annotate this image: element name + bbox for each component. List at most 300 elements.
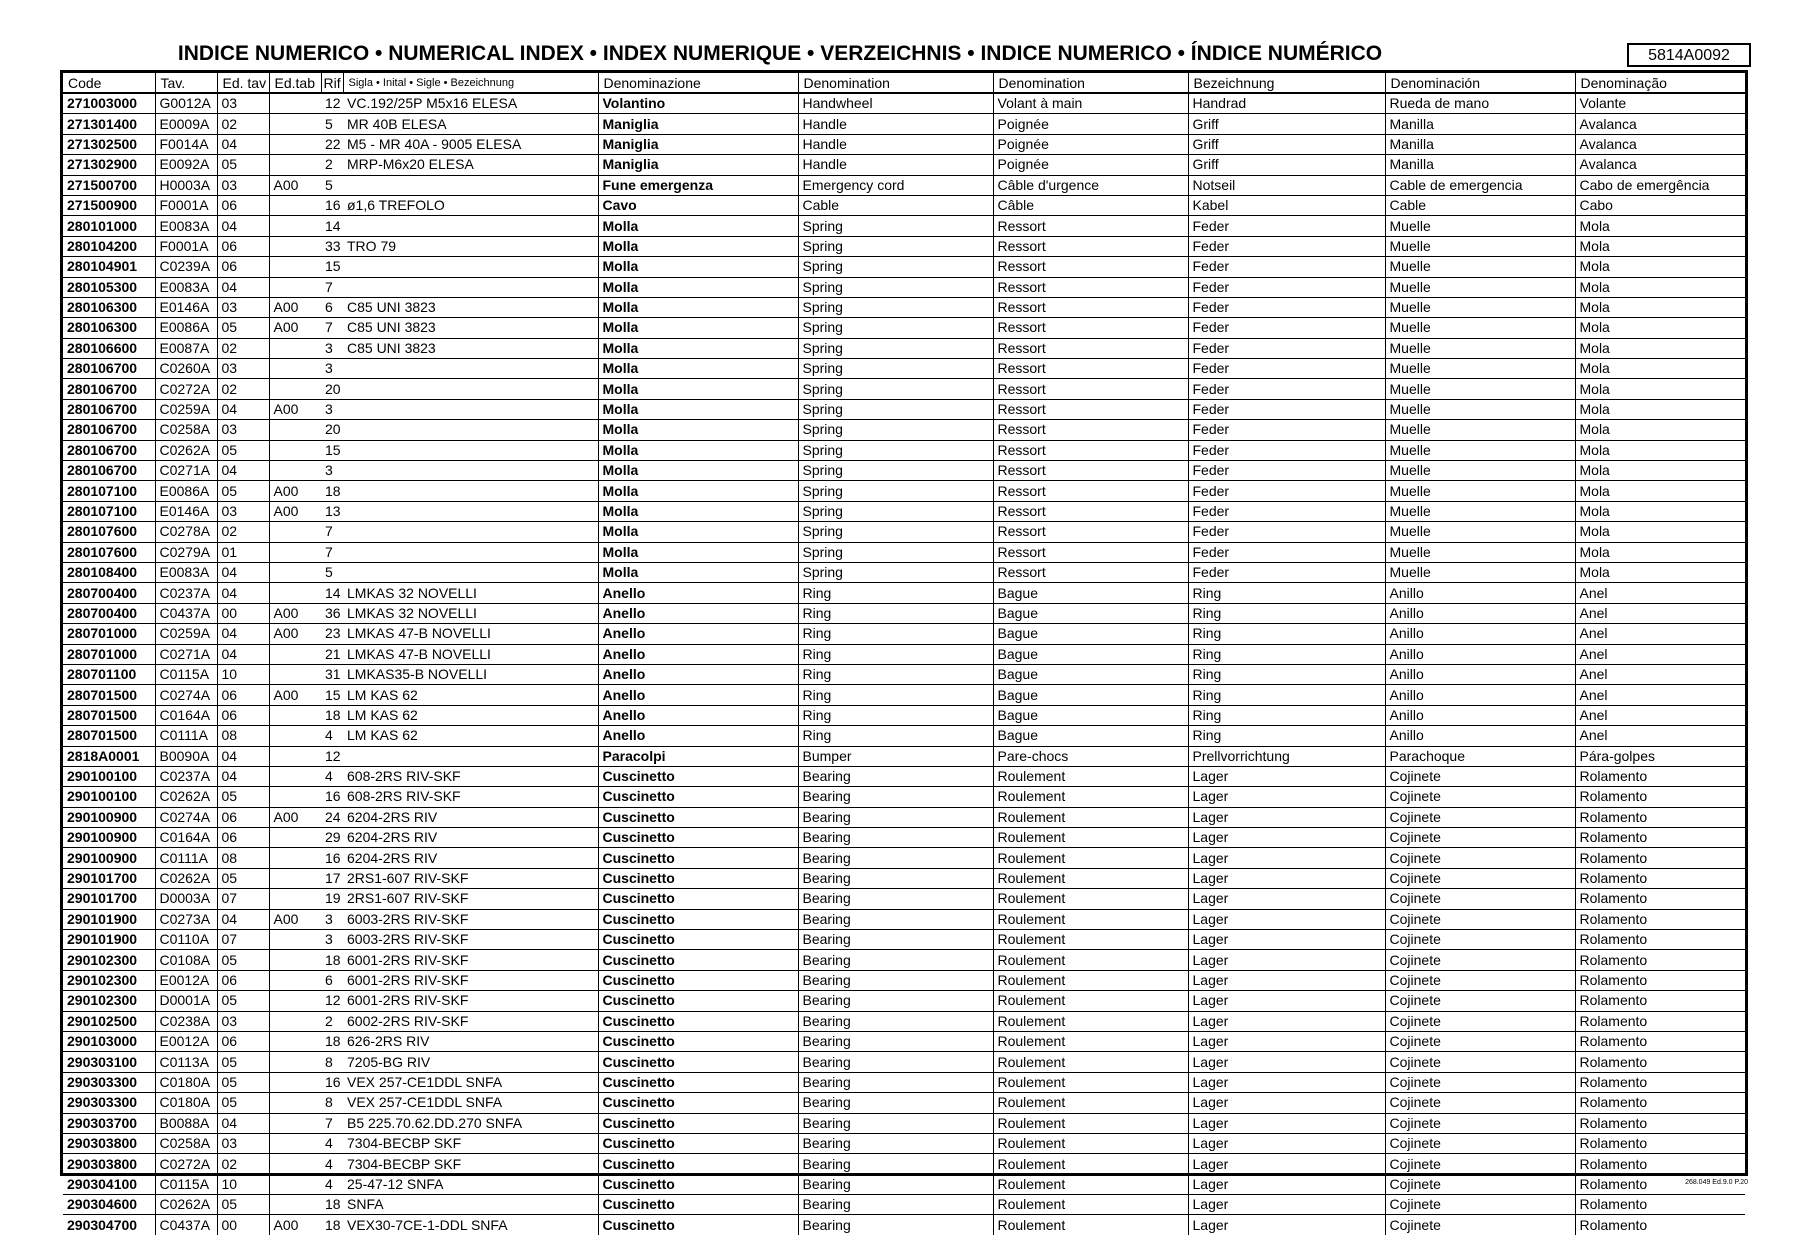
table-row [63,440,1745,460]
cell-denominacion: Cojinete [1385,807,1575,827]
cell-denomination-en: Emergency cord [798,175,993,195]
cell-denominacao: Rolamento [1575,1215,1745,1235]
cell-rif: 6 [321,297,343,317]
cell-denominacao: Rolamento [1575,930,1745,950]
cell-tav: B0090A [155,746,217,766]
cell-ed-tav: 05 [217,1072,269,1092]
cell-ed-tab [269,338,321,358]
cell-denominacion: Cojinete [1385,848,1575,868]
cell-denomination-fr: Roulement [993,1154,1188,1174]
cell-denominazione: Cuscinetto [598,1011,798,1031]
cell-sigla: 7304-BECBP SKF [343,1154,598,1174]
cell-ed-tav: 03 [217,420,269,440]
cell-sigla: 6003-2RS RIV-SKF [343,930,598,950]
cell-sigla: TRO 79 [343,236,598,256]
cell-ed-tav: 06 [217,970,269,990]
cell-ed-tab [269,440,321,460]
cell-ed-tav: 03 [217,1011,269,1031]
cell-denominacion: Muelle [1385,379,1575,399]
table-row [63,624,1745,644]
cell-denomination-fr: Ressort [993,440,1188,460]
cell-tav: C0238A [155,1011,217,1031]
cell-bezeichnung: Feder [1188,399,1385,419]
cell-sigla: SNFA [343,1195,598,1215]
cell-sigla [343,277,598,297]
cell-denominacao: Rolamento [1575,828,1745,848]
cell-denominacao: Mola [1575,461,1745,481]
cell-denomination-en: Spring [798,277,993,297]
table-row [63,175,1745,195]
cell-tav: E0012A [155,1031,217,1051]
cell-sigla: 6002-2RS RIV-SKF [343,1011,598,1031]
cell-denomination-fr: Ressort [993,501,1188,521]
cell-rif: 15 [321,685,343,705]
table-row [63,930,1745,950]
cell-denomination-fr: Roulement [993,1031,1188,1051]
cell-bezeichnung: Lager [1188,909,1385,929]
cell-code: 271500900 [63,195,155,215]
cell-sigla: VC.192/25P M5x16 ELESA [343,93,598,114]
cell-sigla [343,562,598,582]
cell-rif: 7 [321,277,343,297]
cell-sigla: LMKAS 47-B NOVELLI [343,644,598,664]
cell-denominacao: Anel [1575,705,1745,725]
cell-bezeichnung: Feder [1188,461,1385,481]
cell-bezeichnung: Feder [1188,216,1385,236]
cell-code: 2818A0001 [63,746,155,766]
cell-denominazione: Cuscinetto [598,1174,798,1194]
cell-denominazione: Molla [598,216,798,236]
cell-code: 280106300 [63,297,155,317]
table-row [63,726,1745,746]
cell-denominacao: Avalanca [1575,134,1745,154]
cell-tav: C0113A [155,1052,217,1072]
cell-denomination-en: Spring [798,216,993,236]
cell-rif: 29 [321,828,343,848]
cell-denomination-en: Spring [798,562,993,582]
cell-denomination-en: Spring [798,461,993,481]
cell-bezeichnung: Lager [1188,1031,1385,1051]
cell-denominacao: Anel [1575,583,1745,603]
cell-denominacao: Mola [1575,257,1745,277]
table-row [63,1072,1745,1092]
cell-ed-tav: 06 [217,828,269,848]
cell-tav: B0088A [155,1113,217,1133]
cell-ed-tav: 05 [217,868,269,888]
cell-ed-tav: 06 [217,807,269,827]
cell-denominacao: Cabo [1575,195,1745,215]
table-row [63,195,1745,215]
cell-rif: 7 [321,522,343,542]
cell-bezeichnung: Lager [1188,1113,1385,1133]
cell-ed-tab [269,1174,321,1194]
cell-rif: 2 [321,1011,343,1031]
cell-denomination-en: Handle [798,155,993,175]
cell-code: 280104200 [63,236,155,256]
cell-denomination-en: Ring [798,644,993,664]
cell-denominazione: Anello [598,685,798,705]
cell-ed-tab [269,766,321,786]
cell-denominacion: Anillo [1385,705,1575,725]
cell-denomination-en: Bearing [798,991,993,1011]
cell-ed-tab [269,705,321,725]
cell-ed-tab [269,1031,321,1051]
cell-denominazione: Cuscinetto [598,807,798,827]
cell-denominacion: Cojinete [1385,1154,1575,1174]
cell-ed-tav: 03 [217,93,269,114]
cell-denominacao: Anel [1575,644,1745,664]
cell-sigla: ø1,6 TREFOLO [343,195,598,215]
header-tav: Tav. [155,73,217,93]
cell-denominazione: Cuscinetto [598,909,798,929]
cell-rif: 12 [321,991,343,1011]
cell-bezeichnung: Lager [1188,930,1385,950]
cell-ed-tav: 05 [217,481,269,501]
page-title: INDICE NUMERICO • NUMERICAL INDEX • INDEX NUMERIQUE • VERZEICHNIS • INDICE NUMERICO • ÍNDICE NUMÉRICO [177,42,1383,65]
cell-denominazione: Molla [598,399,798,419]
cell-ed-tab: A00 [269,481,321,501]
cell-denominacao: Mola [1575,277,1745,297]
cell-rif: 19 [321,889,343,909]
header-code: Code [63,73,155,93]
cell-code: 280107100 [63,481,155,501]
cell-denomination-en: Bearing [798,1174,993,1194]
cell-denominacao: Rolamento [1575,1052,1745,1072]
cell-denominacao: Mola [1575,338,1745,358]
cell-denomination-en: Bearing [798,930,993,950]
cell-ed-tab [269,277,321,297]
cell-ed-tav: 04 [217,216,269,236]
cell-bezeichnung: Feder [1188,297,1385,317]
cell-sigla [343,501,598,521]
cell-denominacao: Mola [1575,379,1745,399]
cell-ed-tav: 10 [217,1174,269,1194]
cell-ed-tav: 06 [217,705,269,725]
cell-denomination-en: Spring [798,399,993,419]
cell-rif: 16 [321,787,343,807]
cell-denomination-en: Spring [798,359,993,379]
cell-sigla [343,216,598,236]
cell-denomination-en: Handle [798,114,993,134]
table-row [63,766,1745,786]
table-row [63,318,1745,338]
cell-tav: C0259A [155,399,217,419]
cell-rif: 12 [321,93,343,114]
table-row [63,950,1745,970]
cell-denominacao: Rolamento [1575,1093,1745,1113]
cell-bezeichnung: Ring [1188,624,1385,644]
cell-ed-tab [269,522,321,542]
cell-bezeichnung: Lager [1188,950,1385,970]
table-row [63,338,1745,358]
cell-denomination-fr: Ressort [993,420,1188,440]
cell-denomination-fr: Roulement [993,1113,1188,1133]
cell-ed-tav: 02 [217,338,269,358]
cell-rif: 3 [321,399,343,419]
cell-denomination-en: Bearing [798,807,993,827]
cell-denomination-en: Spring [798,257,993,277]
table-row [63,216,1745,236]
cell-denominacion: Anillo [1385,726,1575,746]
cell-denominacion: Rueda de mano [1385,93,1575,114]
cell-rif: 5 [321,175,343,195]
cell-bezeichnung: Lager [1188,868,1385,888]
cell-denominacion: Cojinete [1385,950,1575,970]
cell-ed-tav: 02 [217,522,269,542]
cell-tav: E0083A [155,562,217,582]
cell-denomination-fr: Roulement [993,807,1188,827]
cell-denominazione: Volantino [598,93,798,114]
cell-tav: E0146A [155,297,217,317]
cell-denominazione: Molla [598,481,798,501]
cell-tav: C0273A [155,909,217,929]
cell-ed-tav: 04 [217,909,269,929]
cell-bezeichnung: Lager [1188,828,1385,848]
cell-bezeichnung: Feder [1188,420,1385,440]
table-row [63,603,1745,623]
cell-rif: 16 [321,848,343,868]
cell-denominacion: Muelle [1385,461,1575,481]
document-code: 5814A0092 [1627,43,1751,67]
cell-code: 290100100 [63,787,155,807]
cell-ed-tav: 05 [217,1052,269,1072]
table-row [63,542,1745,562]
cell-sigla: LMKAS35-B NOVELLI [343,664,598,684]
cell-denominazione: Cavo [598,195,798,215]
cell-bezeichnung: Griff [1188,114,1385,134]
cell-denominazione: Cuscinetto [598,1072,798,1092]
cell-denominazione: Cuscinetto [598,766,798,786]
cell-sigla: VEX 257-CE1DDL SNFA [343,1072,598,1092]
cell-denomination-en: Ring [798,603,993,623]
cell-code: 280107600 [63,542,155,562]
cell-denomination-fr: Bague [993,644,1188,664]
cell-tav: F0014A [155,134,217,154]
cell-ed-tab [269,1195,321,1215]
cell-rif: 17 [321,868,343,888]
cell-rif: 24 [321,807,343,827]
cell-denominacion: Cojinete [1385,909,1575,929]
cell-ed-tab [269,991,321,1011]
cell-denomination-fr: Roulement [993,1215,1188,1235]
cell-denominazione: Cuscinetto [598,889,798,909]
cell-denominacion: Cojinete [1385,1215,1575,1235]
cell-bezeichnung: Handrad [1188,93,1385,114]
cell-ed-tab [269,583,321,603]
cell-bezeichnung: Ring [1188,583,1385,603]
cell-sigla: 2RS1-607 RIV-SKF [343,868,598,888]
table-header-row [63,73,1745,93]
cell-ed-tab [269,746,321,766]
cell-sigla: 6204-2RS RIV [343,828,598,848]
cell-ed-tab [269,359,321,379]
cell-denomination-en: Spring [798,379,993,399]
cell-denomination-en: Spring [798,338,993,358]
cell-sigla: 6204-2RS RIV [343,848,598,868]
cell-code: 280106700 [63,420,155,440]
cell-denomination-fr: Ressort [993,359,1188,379]
cell-ed-tab: A00 [269,1215,321,1235]
cell-denominacion: Muelle [1385,257,1575,277]
cell-rif: 18 [321,1031,343,1051]
cell-bezeichnung: Lager [1188,848,1385,868]
cell-ed-tab: A00 [269,501,321,521]
cell-tav: C0271A [155,461,217,481]
cell-denomination-fr: Roulement [993,991,1188,1011]
cell-tav: D0001A [155,991,217,1011]
cell-denominacion: Manilla [1385,155,1575,175]
cell-denominazione: Molla [598,542,798,562]
cell-denomination-fr: Roulement [993,1052,1188,1072]
cell-denominacao: Mola [1575,297,1745,317]
cell-denomination-en: Spring [798,522,993,542]
cell-bezeichnung: Lager [1188,991,1385,1011]
cell-code: 290304600 [63,1195,155,1215]
cell-sigla: VEX30-7CE-1-DDL SNFA [347,1216,508,1233]
cell-denominacion: Muelle [1385,542,1575,562]
cell-sigla [343,359,598,379]
cell-rif: 4 [321,1154,343,1174]
cell-ed-tab [269,726,321,746]
cell-denomination-fr: Ressort [993,379,1188,399]
cell-denomination-en: Bearing [798,1133,993,1153]
footer-reference: 268.049 Ed.9.0 P.20 [1685,1179,1748,1186]
cell-denominazione: Cuscinetto [598,1113,798,1133]
cell-code: 290100100 [63,766,155,786]
cell-sigla: 6003-2RS RIV-SKF [343,909,598,929]
cell-bezeichnung: Ring [1188,726,1385,746]
cell-denomination-fr: Câble d'urgence [993,175,1188,195]
cell-denominacao: Pára-golpes [1575,746,1745,766]
header-ed-tab: Ed.tab [269,73,321,93]
cell-denominacion: Manilla [1385,114,1575,134]
table-row [63,644,1745,664]
cell-code: 280106600 [63,338,155,358]
cell-rif: 3 [321,461,343,481]
cell-denomination-en: Cable [798,195,993,215]
cell-rif: 3 [321,930,343,950]
cell-code: 280701000 [63,624,155,644]
cell-denominacao: Rolamento [1575,970,1745,990]
table-row [63,277,1745,297]
cell-denominacao: Mola [1575,501,1745,521]
cell-tav: C0259A [155,624,217,644]
cell-code: 290102300 [63,991,155,1011]
cell-ed-tab [269,828,321,848]
table-row [63,664,1745,684]
table-row [63,1031,1745,1051]
cell-denominacion: Muelle [1385,501,1575,521]
cell-denomination-en: Handwheel [798,93,993,114]
cell-denomination-en: Bearing [798,909,993,929]
table-row [63,848,1745,868]
cell-denominacao: Mola [1575,542,1745,562]
cell-denominazione: Molla [598,257,798,277]
cell-denominazione: Molla [598,420,798,440]
cell-denominacao: Mola [1575,562,1745,582]
cell-tav: C0274A [155,807,217,827]
cell-denominacao: Cabo de emergência [1575,175,1745,195]
cell-denominacao: Anel [1575,664,1745,684]
cell-code: 290303700 [63,1113,155,1133]
cell-denominacao: Rolamento [1575,766,1745,786]
cell-sigla: MR 40B ELESA [343,114,598,134]
cell-tav: H0003A [155,175,217,195]
cell-denomination-fr: Ressort [993,481,1188,501]
cell-bezeichnung: Feder [1188,379,1385,399]
cell-denominacion: Anillo [1385,664,1575,684]
cell-denominacion: Cojinete [1385,1195,1575,1215]
cell-ed-tab [269,787,321,807]
cell-tav: E0087A [155,338,217,358]
cell-rif: 18 [321,705,343,725]
cell-denomination-fr: Ressort [993,461,1188,481]
cell-denominacao: Mola [1575,481,1745,501]
cell-denominazione: Anello [598,583,798,603]
cell-denominazione: Anello [598,664,798,684]
table-row [63,787,1745,807]
cell-denominacao: Rolamento [1575,848,1745,868]
cell-denominacao: Rolamento [1575,868,1745,888]
table-row [63,461,1745,481]
cell-denomination-fr: Roulement [993,1011,1188,1031]
cell-denomination-fr: Ressort [993,277,1188,297]
table-row [63,562,1745,582]
cell-bezeichnung: Feder [1188,257,1385,277]
cell-rif: 2 [321,155,343,175]
cell-ed-tav: 04 [217,766,269,786]
cell-denominacao: Mola [1575,420,1745,440]
cell-denomination-fr: Roulement [993,1072,1188,1092]
cell-denominacion: Cojinete [1385,970,1575,990]
table-row [63,399,1745,419]
table-row [63,1011,1745,1031]
cell-denomination-fr: Roulement [993,950,1188,970]
cell-denominazione: Maniglia [598,134,798,154]
cell-denomination-fr: Bague [993,705,1188,725]
cell-denominacao: Rolamento [1575,1133,1745,1153]
cell-denomination-en: Spring [798,440,993,460]
cell-denominacion: Cojinete [1385,1113,1575,1133]
cell-ed-tav: 04 [217,399,269,419]
cell-ed-tab: A00 [269,399,321,419]
cell-ed-tav: 05 [217,1195,269,1215]
cell-code: 290304700 [67,1216,138,1233]
cell-rif: 5 [321,114,343,134]
cell-bezeichnung: Lager [1188,1215,1385,1235]
cell-denominacao: Mola [1575,216,1745,236]
cell-bezeichnung: Ring [1188,664,1385,684]
cell-sigla: LM KAS 62 [343,705,598,725]
table-row [63,705,1745,725]
cell-tav: C0164A [155,705,217,725]
cell-denomination-en: Bearing [798,950,993,970]
cell-ed-tav: 05 [217,787,269,807]
cell-tav: C0237A [155,766,217,786]
cell-tav: C0274A [155,685,217,705]
cell-tav: E0083A [155,277,217,297]
cell-denominacao: Rolamento [1575,991,1745,1011]
cell-ed-tav: 03 [217,297,269,317]
table-row [63,828,1745,848]
cell-ed-tav: 10 [217,664,269,684]
cell-denominacion: Anillo [1385,583,1575,603]
cell-ed-tab: A00 [269,909,321,929]
cell-denominacao: Rolamento [1575,1174,1745,1194]
cell-denominazione: Molla [598,297,798,317]
cell-denomination-en: Bearing [798,1052,993,1072]
cell-denominacion: Manilla [1385,134,1575,154]
